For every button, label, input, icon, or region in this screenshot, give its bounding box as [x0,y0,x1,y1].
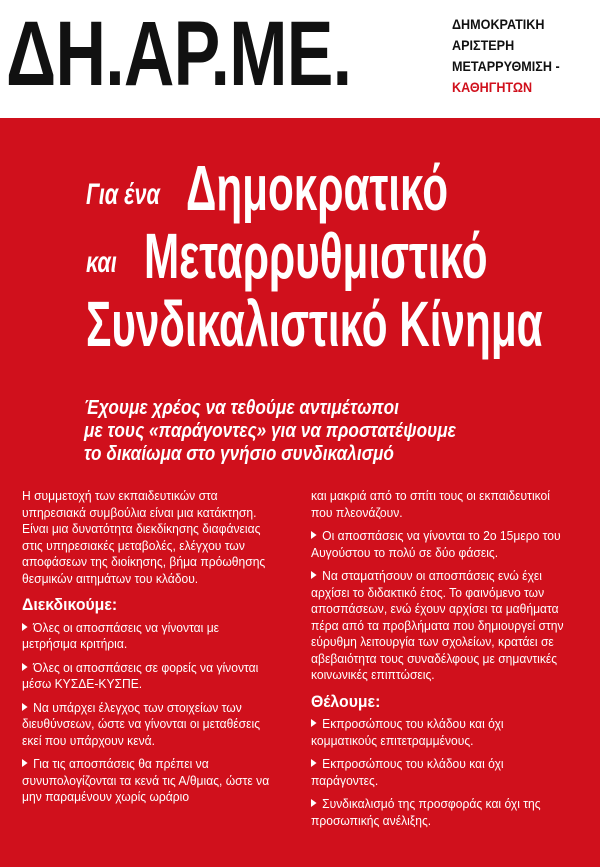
headline-line2-prefix: και [86,246,117,279]
headline-line1-prefix: Για ένα [86,178,160,211]
headline-line2-main: Μεταρρυθμιστικό [144,220,488,292]
bullet-triangle-icon [311,759,317,767]
wants-heading: Θέλουμε: [311,691,381,711]
bullet-triangle-icon [311,719,317,727]
bullet-triangle-icon [22,663,28,671]
want-item: Εκπροσώπους του κλάδου και όχι παράγοντες. [311,756,504,788]
left-column [22,488,290,813]
demand-item: Όλες οι αποσπάσεις να γίνονται με μετρήσιμα κριτήρια. [22,619,220,651]
right-column [311,488,586,836]
tagline-accent: ΚΑΘΗΓΗΤΩΝ [452,79,533,95]
continuation-paragraph: και μακριά από το σπίτι τους οι εκπαιδευτικοί που πλεονάζουν. [311,488,550,520]
tagline-line-1: ΔΗΜΟΚΡΑΤΙΚΗ [452,16,545,32]
demand-item: Όλες οι αποσπάσεις σε φορείς να γίνονται μέσω ΚΥΣΔΕ-ΚΥΣΠΕ. [22,659,259,691]
demands-heading: Διεκδικούμε: [22,595,118,614]
bullet-triangle-icon [22,703,28,711]
tagline-line-2: ΑΡΙΣΤΕΡΗ [452,37,515,53]
headline-line1-main: Δημοκρατικό [186,152,448,224]
bullet-triangle-icon [311,799,317,807]
logo: ΔΗ.ΑΡ.ΜΕ. [6,3,352,105]
subhead-line-2: με τους «παράγοντες» για να προστατέψουμε [84,420,456,442]
bullet-triangle-icon [311,571,317,579]
bullet-triangle-icon [22,623,28,631]
intro-paragraph: Η συμμετοχή των εκπαιδευτικών στα υπηρεσιακά συμβούλια είναι μια κατάκτηση. Είναι μια δυνατότητα διεκδίκησης διαφάνειας στις υπηρεσιακές μεταβολές, ελέγχου των αποφάσεων της διοίκησης, βήμα πρόωθησης θεσμικών αιτημάτων του κλάδου. [22,488,266,586]
demand-item: Να υπάρχει έλεγχος των στοιχείων των διευθύνσεων, ώστε να γίνονται οι μεταθέσεις εκεί που υπάρχουν κενά. [22,699,261,748]
bullet-triangle-icon [22,759,28,767]
header [0,0,600,118]
demand-item: Να σταματήσουν οι αποσπάσεις ενώ έχει αρχίσει το διδακτικό έτος. Το φαινόμενο των αποσπάσεων, ενώ έχουν αρχίσει τα μαθήματα πέρα από τα προβλήματα που δημιουργεί στην εύρυθμη λειτουργία των σχολείων, κρατάει σε αβεβαιότητα τους συναδέλφους με σημαντικές κοινωνικές επιπτώσεις. [311,568,564,682]
tagline [452,14,585,98]
want-item: Εκπροσώπους του κλάδου και όχι κομματικούς επιτετραμμένους. [311,716,504,748]
subhead-line-3: το δικαίωμα στο γνήσιο συνδικαλισμό [84,443,394,465]
demand-item: Για τις αποσπάσεις θα πρέπει να συνυπολογίζονται τα κενά τις Α/θμιας, ώστε να μην παραμένουν χωρίς ωράριο [22,756,270,804]
subheadline [84,397,497,466]
want-item: Συνδικαλισμό της προσφοράς και όχι της προσωπικής ανέλιξης. [311,796,541,828]
bullet-triangle-icon [311,531,317,539]
subhead-line-1: Έχουμε χρέος να τεθούμε αντιμέτωποι [84,397,399,419]
tagline-line-3: ΜΕΤΑΡΡΥΘΜΙΣΗ - [452,58,560,74]
headline-line3-main: Συνδικαλιστικό Κίνημα [86,288,543,360]
demand-item: Οι αποσπάσεις να γίνονται το 2ο 15μερο του Αυγούστου το πολύ σε δύο φάσεις. [311,528,561,560]
